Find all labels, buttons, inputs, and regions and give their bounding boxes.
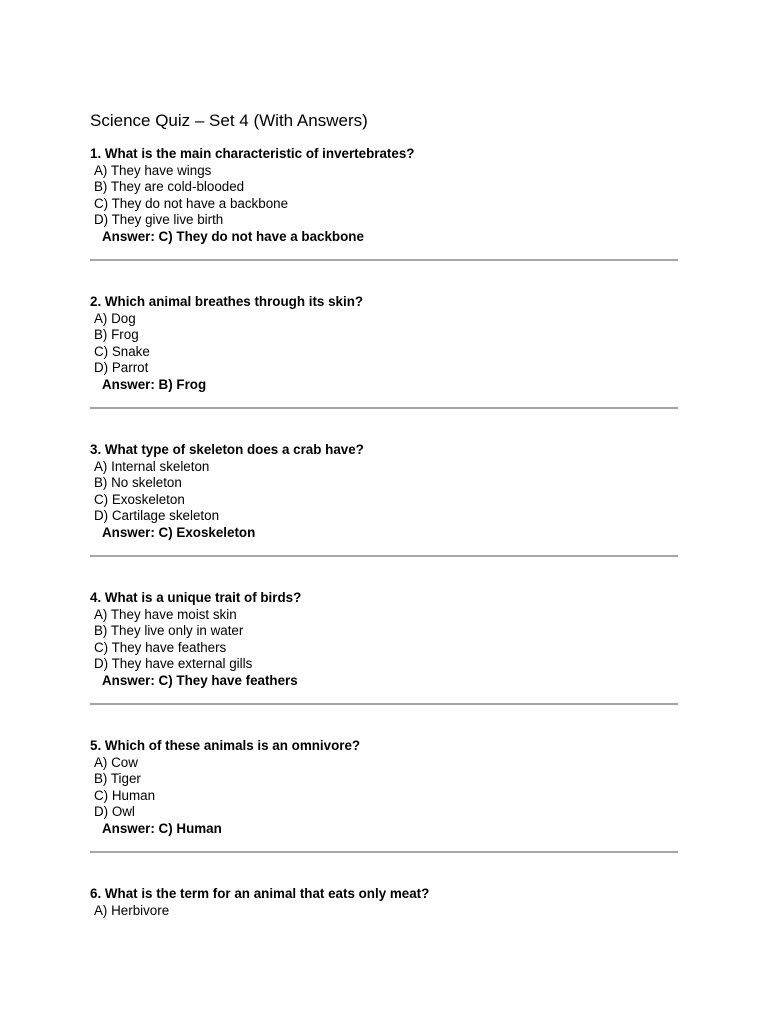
answer-option: D) They have external gills (94, 656, 253, 671)
answer-option: B) They are cold-blooded (94, 179, 245, 194)
answer-option: C) They do not have a backbone (94, 195, 289, 211)
question-block (90, 886, 678, 919)
answer-option: D) They give live birth (94, 212, 224, 227)
correct-answer: Answer: C) They do not have a backbone (102, 228, 364, 244)
question-text: 6. What is the term for an animal that eats only meat? (90, 886, 430, 901)
answer-option: D) Owl (94, 804, 135, 819)
question-block (90, 738, 678, 837)
answer-option: B) Frog (94, 327, 139, 342)
section-divider (90, 407, 678, 409)
question-block (90, 294, 678, 393)
answer-option: A) They have wings (94, 162, 212, 178)
question-block (90, 146, 678, 245)
section-divider (90, 851, 678, 853)
answer-option: C) Snake (94, 343, 150, 359)
answer-option: A) Internal skeleton (94, 458, 210, 474)
correct-answer: Answer: C) They have feathers (102, 672, 298, 688)
section-divider (90, 703, 678, 705)
question-text: 1. What is the main characteristic of invertebrates? (90, 146, 415, 161)
answer-option: D) Cartilage skeleton (94, 508, 220, 523)
answer-option: B) They live only in water (94, 623, 244, 638)
question-text: 2. Which animal breathes through its skin? (90, 294, 364, 309)
answer-option: D) Parrot (94, 360, 149, 375)
question-text: 3. What type of skeleton does a crab have? (90, 442, 364, 457)
answer-option: C) They have feathers (94, 639, 227, 655)
answer-option: A) Cow (94, 754, 138, 770)
answer-option: A) They have moist skin (94, 606, 237, 622)
question-text: 4. What is a unique trait of birds? (90, 590, 302, 605)
correct-answer: Answer: B) Frog (102, 376, 207, 392)
section-divider (90, 259, 678, 261)
correct-answer: Answer: C) Human (102, 820, 222, 836)
answer-option: C) Human (94, 787, 156, 803)
answer-option: C) Exoskeleton (94, 491, 185, 507)
question-block (90, 442, 678, 541)
question-text: 5. Which of these animals is an omnivore? (90, 738, 361, 753)
question-block (90, 590, 678, 689)
answer-option: B) No skeleton (94, 475, 182, 490)
answer-option: B) Tiger (94, 771, 141, 786)
section-divider (90, 555, 678, 557)
answer-option: A) Herbivore (94, 902, 170, 918)
answer-option: A) Dog (94, 310, 136, 326)
page-title: Science Quiz – Set 4 (With Answers) (90, 111, 368, 130)
correct-answer: Answer: C) Exoskeleton (102, 524, 256, 540)
